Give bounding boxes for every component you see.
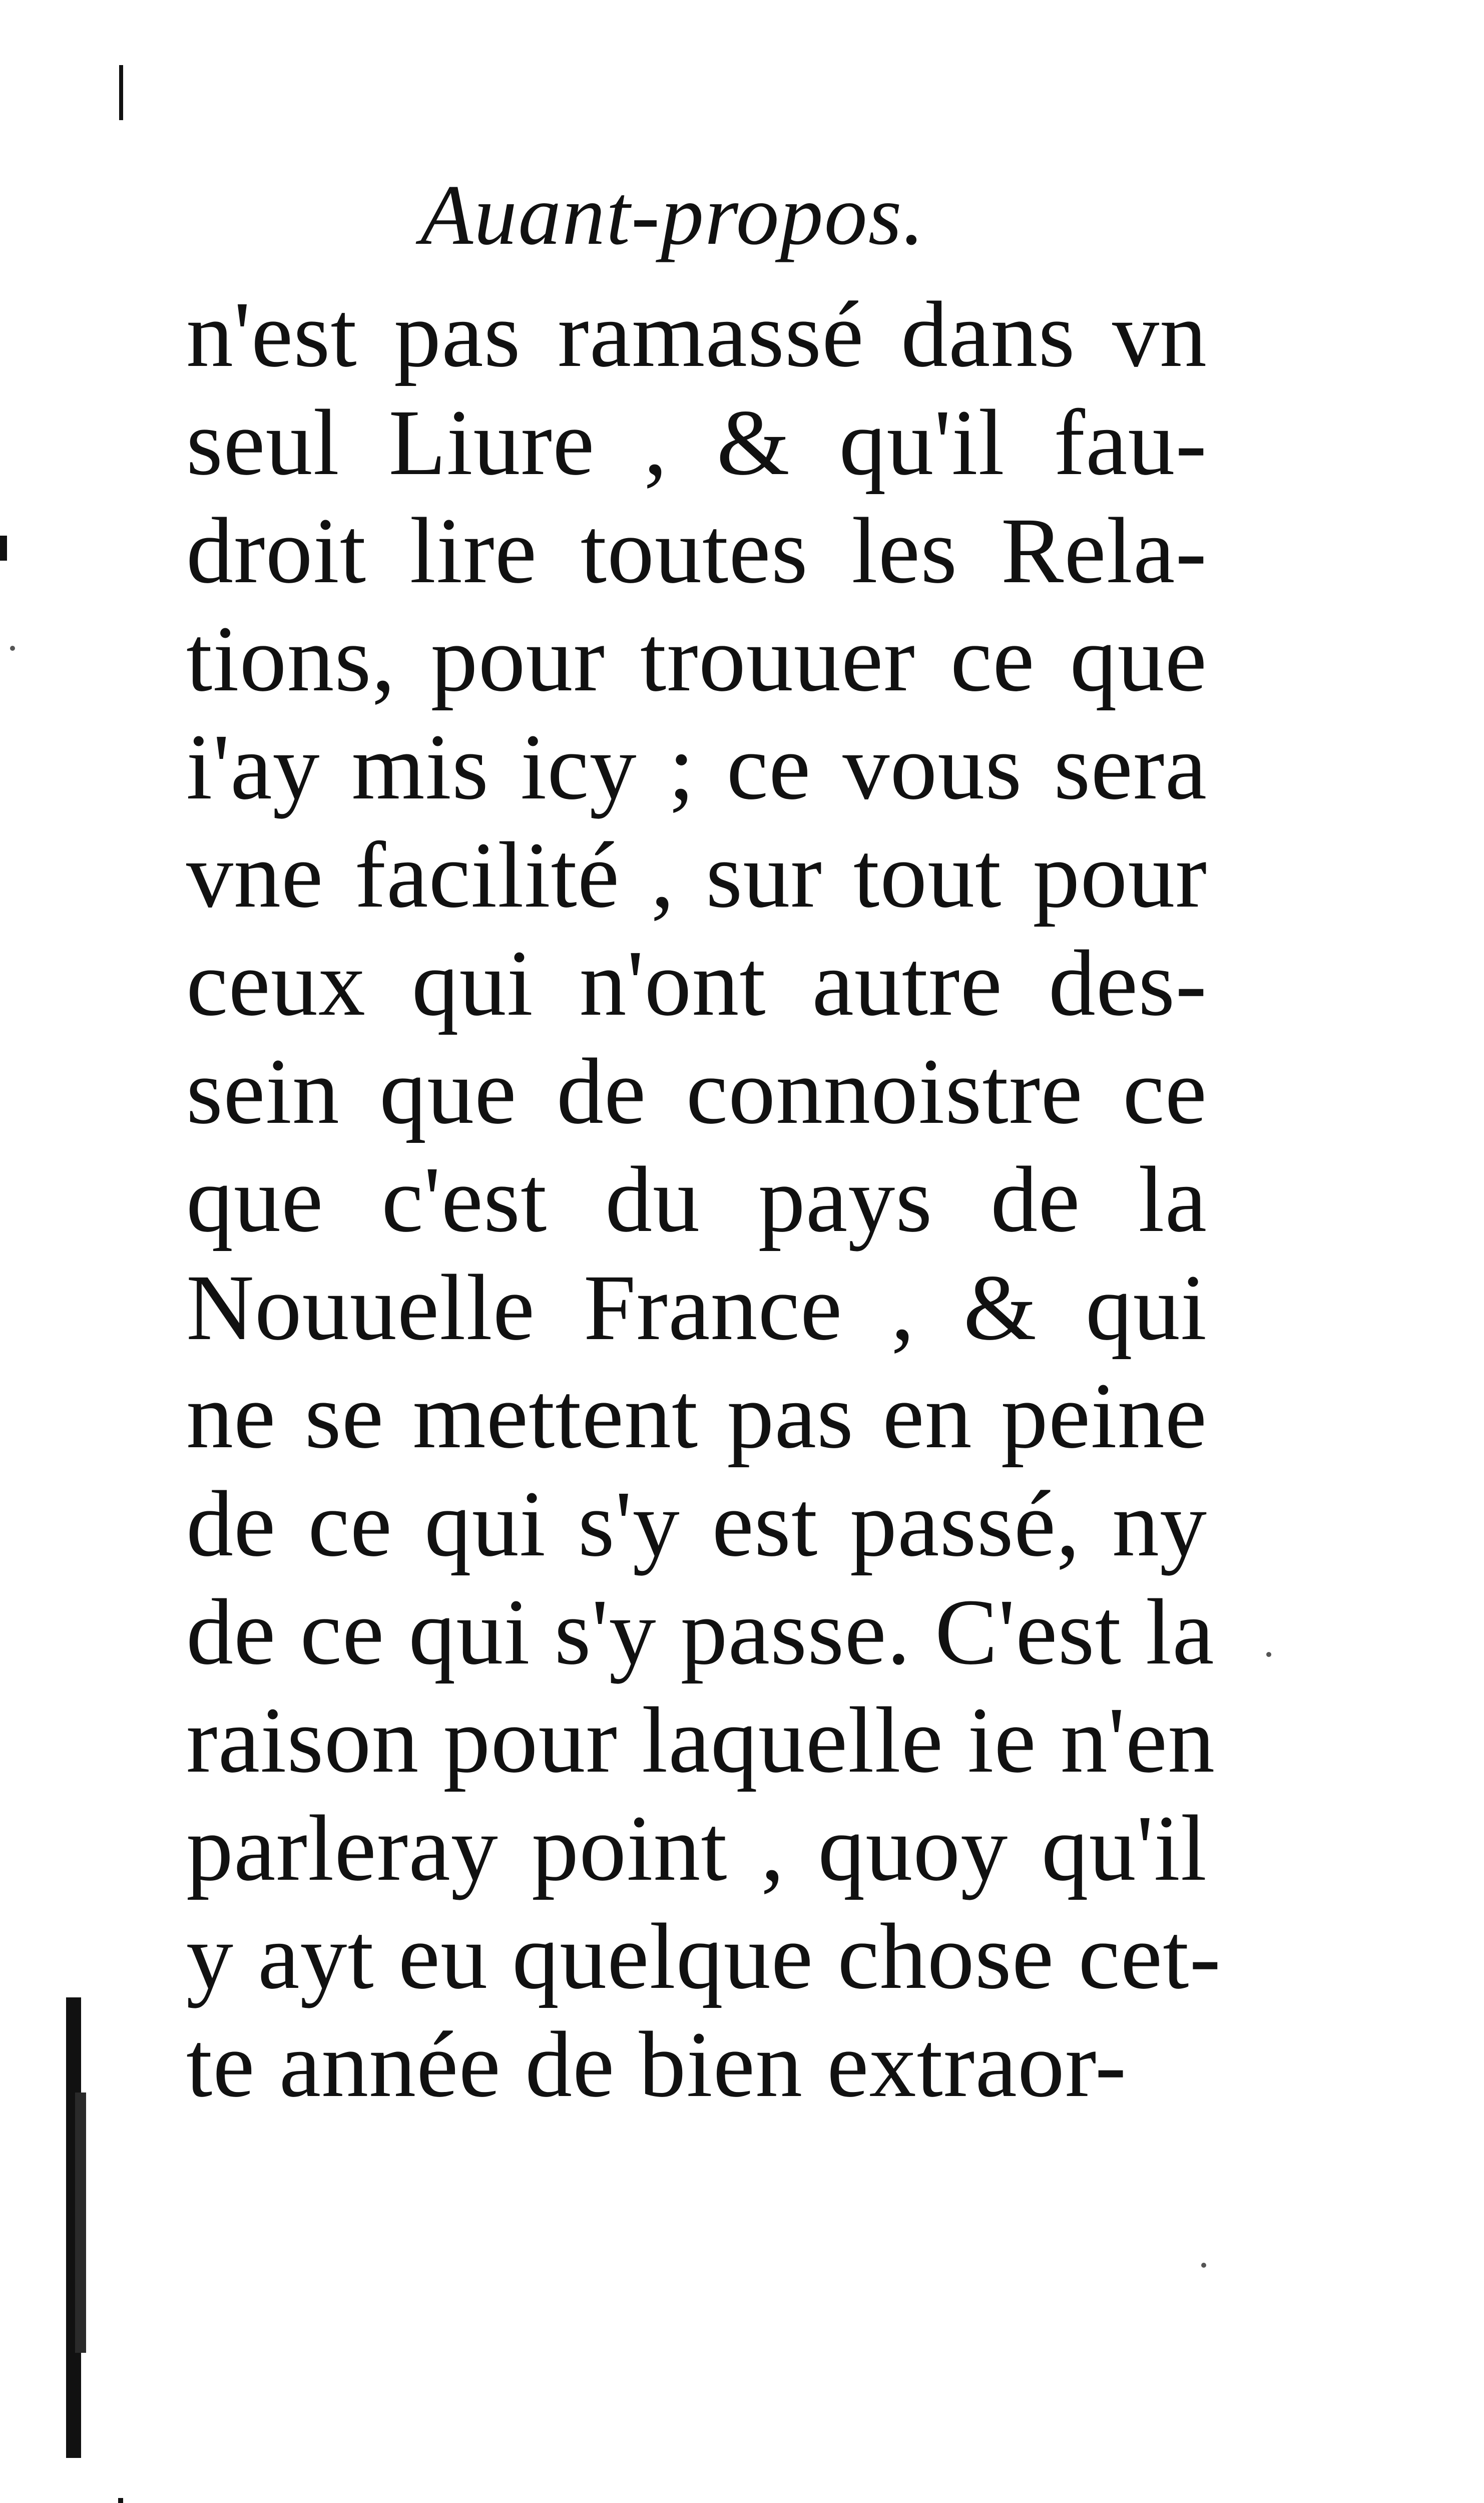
margin-mark bbox=[0, 536, 7, 561]
text-line: n'est pas ramassé dans vn bbox=[186, 282, 1207, 386]
ink-speck bbox=[10, 646, 15, 651]
text-line: raison pour laquelle ie n'en bbox=[186, 1688, 1216, 1792]
text-line: parleray point , quoy qu'il bbox=[186, 1796, 1207, 1900]
text-line: i'ay mis icy ; ce vous sera bbox=[186, 714, 1207, 819]
text-line: droit lire toutes les Rela- bbox=[186, 498, 1207, 603]
text-line: de ce qui s'y passe. C'est la bbox=[186, 1579, 1215, 1684]
text-line: tions, pour trouuer ce que bbox=[186, 606, 1207, 711]
text-line: ne se mettent pas en peine bbox=[186, 1363, 1207, 1468]
text-line: que c'est du pays de la bbox=[186, 1147, 1207, 1252]
margin-mark bbox=[119, 65, 123, 120]
text-line: de ce qui s'y est passé, ny bbox=[186, 1471, 1207, 1576]
text-line: Nouuelle France , & qui bbox=[186, 1255, 1207, 1360]
text-line: y ayt eu quelque chose cet- bbox=[186, 1904, 1222, 2008]
text-line: ceux qui n'ont autre des- bbox=[186, 931, 1207, 1035]
text-line: sein que de connoistre ce bbox=[186, 1039, 1207, 1143]
body-text bbox=[186, 280, 1222, 2119]
binding-shadow bbox=[75, 2093, 86, 2353]
running-head: Auant-propos. bbox=[420, 168, 925, 263]
text-line: seul Liure , & qu'il fau- bbox=[186, 390, 1207, 495]
ink-speck bbox=[1266, 1652, 1271, 1657]
margin-mark bbox=[118, 2498, 123, 2503]
ink-speck bbox=[1201, 2263, 1206, 2268]
text-line: vne facilité , sur tout pour bbox=[186, 822, 1207, 927]
text-line: te année de bien extraor- bbox=[186, 2012, 1127, 2117]
